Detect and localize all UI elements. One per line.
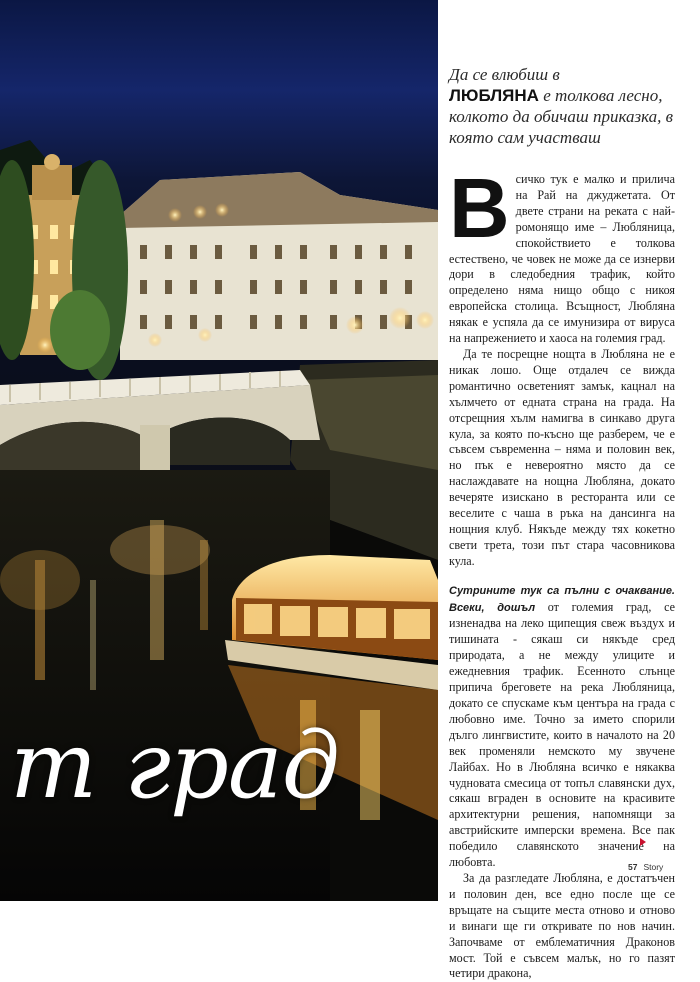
- article-body: [449, 161, 675, 982]
- paragraph-4: За да разгледате Любляна, е достатъчен и половин ден, все едно после ще се връщате на същите места отново и отново и винаги ще ги откривате по нов начин. Започваме от емблематичния Драконов мост. Той е съвсем малък, но го пазят четири дракона,: [449, 870, 675, 981]
- page-number: 57: [628, 862, 638, 872]
- drop-cap: В: [449, 161, 510, 255]
- intro-city: ЛЮБЛЯНА: [449, 86, 539, 105]
- intro-line2: е толкова лесно, колкото да обичаш приказка, в която сам участваш: [449, 86, 674, 147]
- intro-deck: [449, 64, 679, 148]
- section-name: Story: [643, 862, 664, 872]
- paragraph-1-text: сичко тук е малко и прилича на Рай на джуджетата. От двете страни на реката с най-ромонящо име – Любляница, спокойствието е толкова естествено, че човек не може да се изнерви дори в следобедния трафик, който определено няма нищо общо с никоя европейска столица. Всъщност, Любляна някак е успяла да се имунизира от вируса на напрежението и хаоса на големия град.: [449, 172, 675, 346]
- continue-arrow-icon: [640, 838, 646, 846]
- paragraph-3-lead: Сутрините тук са пълни с очаквание. Всеки, дошъл: [449, 584, 675, 614]
- headline-fragment: т град: [10, 712, 340, 819]
- paragraph-3-text: от големия град, се изненадва на леко щипещия свеж въздух и тишината - сякаш си някъде сред природата, а не между улиците и ежедневния трафик. Есенното слънце припича бреговете на река Любляница, докато се спускаме към центъра на града с любовно име. Точно за името спорили дълго лингвистите, които в началото на 20 век променяли немското му звучене Лайбах. Но в Любляна всичко е някаква чудновата смесица от топъл славянски дух, сякаш вграден в основите на красивите архитектурни решения, напомнящи за австрийските имперски времена. Все пак победило славянското значение на любовта.: [449, 599, 675, 870]
- paragraph-3: [449, 583, 675, 871]
- paragraph-2: Да те посрещне нощта в Любляна не е никак лошо. Още отдалеч се вижда романтично осветеният замък, кацнал на хълмчето от едната страна на града. На отсрещния хълм намигва в синкаво друга кула, за която по-късно ще разберем, че е съвсем съвременна – няма и половин век, но пък е невероятно място да се наслаждавате на нощна Любляна, докато вечеряте изискано в ресторанта или се веселите с чаша в ръка на дансинга на нощния клуб. Някъде между тях кокетно свети трета, този път стара часовникова кула.: [449, 346, 675, 568]
- page-folio: [628, 862, 663, 872]
- paragraph-1: [449, 161, 675, 347]
- intro-line1: Да се влюбиш в: [449, 65, 560, 84]
